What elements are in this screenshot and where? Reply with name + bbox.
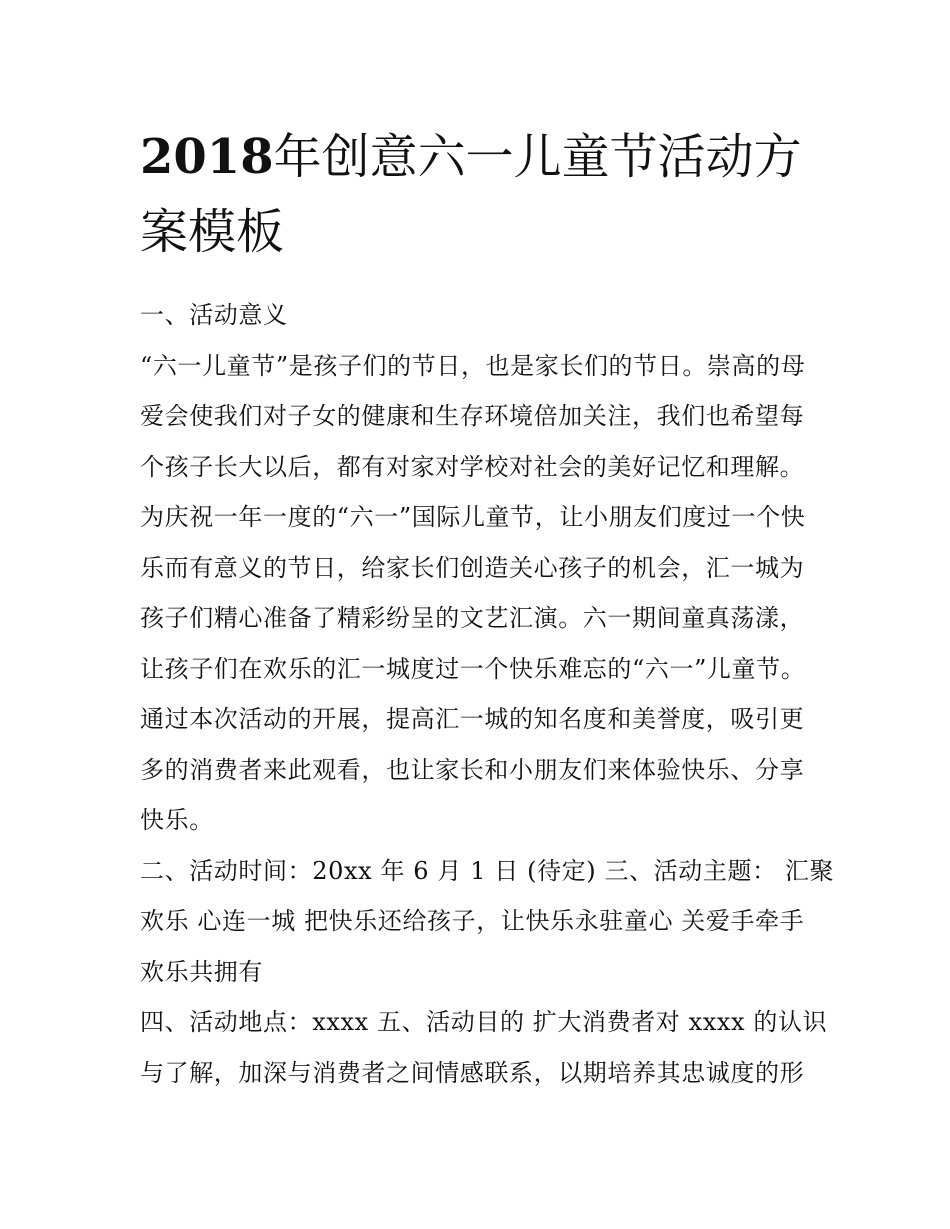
text-line: 个孩子长大以后，都有对家对学校对社会的美好记忆和理解。	[140, 452, 805, 481]
text-line: 爱会使我们对子女的健康和生存环境倍加关注，我们也希望每	[140, 402, 805, 430]
text-line: 欢乐 心连一城 把快乐还给孩子，让快乐永驻童心 关爱手牵手	[140, 907, 805, 935]
text-line: 为庆祝一年一度的“六一”国际儿童节，让小朋友们度过一个快	[140, 503, 806, 531]
text-line: 欢乐共拥有	[140, 957, 263, 986]
text-line: “六一儿童节”是孩子们的节日，也是家长们的节日。崇高的母	[140, 351, 806, 380]
text-line: 通过本次活动的开展，提高汇一城的知名度和美誉度，吸引更	[140, 705, 805, 733]
text-line: 二、活动时间：20xx 年 6 月 1 日 (待定) 三、活动主题： 汇聚	[140, 856, 835, 885]
document-body	[140, 120, 835, 1098]
document-title	[140, 120, 820, 270]
text-line: 快乐。	[140, 806, 214, 834]
title-line-2: 案模板	[140, 204, 285, 260]
text-line: 让孩子们在欢乐的汇一城度过一个快乐难忘的“六一”儿童节。	[140, 654, 806, 683]
title-line-1: 年创意六一儿童节活动方	[273, 129, 802, 185]
text-line: 乐而有意义的节日，给家长们创造关心孩子的机会，汇一城为	[140, 553, 805, 582]
title-year: 2018	[140, 129, 274, 185]
text-line: 一、活动意义	[140, 301, 288, 329]
text-line: 与了解，加深与消费者之间情感联系，以期培养其忠诚度的形	[140, 1058, 805, 1087]
text-line: 孩子们精心准备了精彩纷呈的文艺汇演。六一期间童真荡漾，	[140, 604, 805, 632]
text-line: 多的消费者来此观看，也让家长和小朋友们来体验快乐、分享	[140, 755, 805, 784]
text-line: 四、活动地点：xxxx 五、活动目的 扩大消费者对 xxxx 的认识	[140, 1008, 828, 1036]
